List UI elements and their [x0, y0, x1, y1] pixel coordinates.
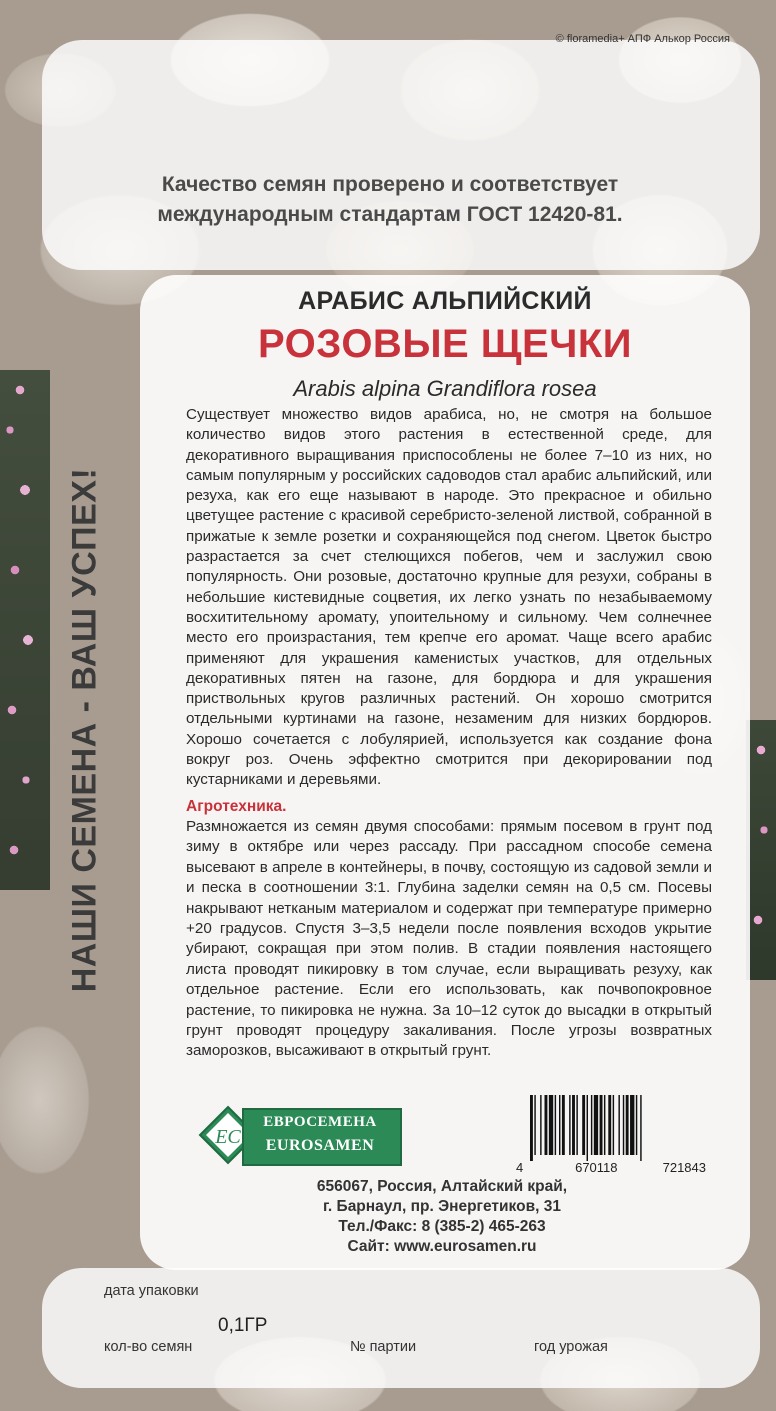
barcode-bar [594, 1095, 598, 1155]
slogan-text: НАШИ СЕМЕНА - ВАШ УСПЕХ! [65, 467, 104, 993]
barcode [530, 1095, 700, 1161]
barcode-bar [569, 1095, 570, 1155]
barcode-bar [608, 1095, 611, 1155]
address-line-2: г. Барнаул, пр. Энергетиков, 31 [323, 1198, 561, 1215]
quality-line-1: Качество семян проверено и соответствует [161, 173, 619, 196]
emblem-letters: ЕС [215, 1126, 241, 1148]
copyright-text: © floramedia+ АПФ Алькор Россия [555, 33, 730, 45]
barcode-bar [623, 1095, 624, 1155]
barcode-group-1: 670118 [575, 1160, 618, 1175]
flowers-left-photo [0, 370, 50, 890]
barcode-bar [600, 1095, 603, 1155]
harvest-year-label: год урожая [534, 1339, 608, 1355]
company-address [272, 1177, 612, 1257]
barcode-number [516, 1160, 706, 1175]
barcode-bar [613, 1095, 614, 1155]
barcode-bar [530, 1095, 533, 1161]
barcode-bar [626, 1095, 629, 1155]
species-title: АРАБИС АЛЬПИЙСКИЙ [298, 287, 592, 315]
description-text: Существует множество видов арабиса, но, не смотря на большое количество видов этого растения в естественной среде, для декоративного выращивания приспособлены не более 7–10 из них, но самым популярным у российских садоводов стал арабис альпийский, или резуха, как его еще называют в народе. Это прекрасное и обильно цветущее растение с красивой серебристо-зеленой листвой, собранной в прижатые к земле розетки и сохраняющейся под снегом. Цветок быстро разрастается за счет стелющихся побегов, чем и заслужил свою популярность. Они розовые, достаточно крупные для резухи, собраны в небольшие кистевидные соцветия, их легко узнать по незабываемому восхитительному аромату, упоительному и сильному. Чем солнечнее место его произрастания, тем крепче его аромат. Чаще всего арабис применяют для украшения каменистых участков, для отдельных декоративных пятен на газоне, для бордюра и для украшения приствольных кругов различных растений. Он хорошо смотрится отдельными куртинами на газоне, незаменим для низких бордюров. Хорошо сочетается с лобулярией, используется как создание фона вокруг роз. Очень эффектно смотрится при декорировании под кустарниками и деревьями. [186, 406, 712, 789]
barcode-bar [576, 1095, 577, 1155]
address-line-1: 656067, Россия, Алтайский край, [316, 1178, 568, 1195]
barcode-bar [640, 1095, 641, 1161]
barcode-bar [591, 1095, 592, 1155]
barcode-group-2: 721843 [662, 1160, 706, 1175]
address-line-4: Сайт: www.eurosamen.ru [347, 1238, 537, 1255]
seed-count-label: кол-во семян [104, 1339, 193, 1355]
barcode-bar [534, 1095, 535, 1155]
barcode-bar [582, 1095, 585, 1155]
barcode-bar [587, 1095, 588, 1161]
agrotechnics-heading: Агротехника. [186, 798, 287, 815]
barcode-bar [559, 1095, 560, 1155]
barcode-bar [630, 1095, 634, 1155]
logo-text-en: EUROSAMEN [265, 1137, 375, 1154]
quality-line-2: международным стандартам ГОСТ 12420-81. [157, 203, 623, 226]
slogan-area [60, 430, 110, 1030]
address-line-3: Тел./Факс: 8 (385-2) 465-263 [338, 1218, 546, 1235]
barcode-bar [555, 1095, 556, 1155]
barcode-bar [562, 1095, 565, 1155]
barcode-first-digit: 4 [516, 1160, 524, 1175]
quality-statement [60, 170, 720, 230]
barcode-bar [540, 1095, 541, 1155]
variety-title: РОЗОВЫЕ ЩЕЧКИ [258, 322, 632, 366]
batch-label: № партии [350, 1339, 417, 1355]
barcode-bar [572, 1095, 575, 1155]
agrotechnics-text: Размножается из семян двумя способами: прямым посевом в грунт под зиму в октябре или через рассаду. При рассадном способе семена высевают в апреле в контейнеры, в почву, состоящую из садовой земли и и песка в соотношении 3:1. Глубина заделки семян на 0,5 см. Посевы накрывают нетканым материалом и содержат при температуре примерно +20 градусов. Спустя 3–3,5 недели после появления всходов укрытие убирают, сокращая при этом полив. В стадии появления настоящего листа проводят пикировку в том случае, если выращивать резуху, как отдельное растение. Если его использовать, как почвопокровное растение, то пикировка не нужна. За 10–12 суток до высадки в открытый грунт проводят процедуру закаливания. После угрозы возвратных заморозков, высаживают в открытый грунт. [186, 818, 712, 1060]
eurosamen-logo [198, 1105, 400, 1165]
barcode-bar [604, 1095, 605, 1155]
logo-text-ru: ЕВРОСЕМЕНА [263, 1114, 377, 1130]
barcode-bar [636, 1095, 637, 1155]
barcode-bar [545, 1095, 548, 1155]
top-panel [42, 40, 760, 270]
pack-date-label: дата упаковки [104, 1283, 199, 1299]
weight-value: 0,1ГР [218, 1315, 268, 1336]
flowers-right-photo [746, 720, 776, 980]
barcode-bar [549, 1095, 553, 1155]
barcode-bar [618, 1095, 619, 1155]
latin-name: Arabis alpina Grandiflora rosea [293, 376, 597, 401]
